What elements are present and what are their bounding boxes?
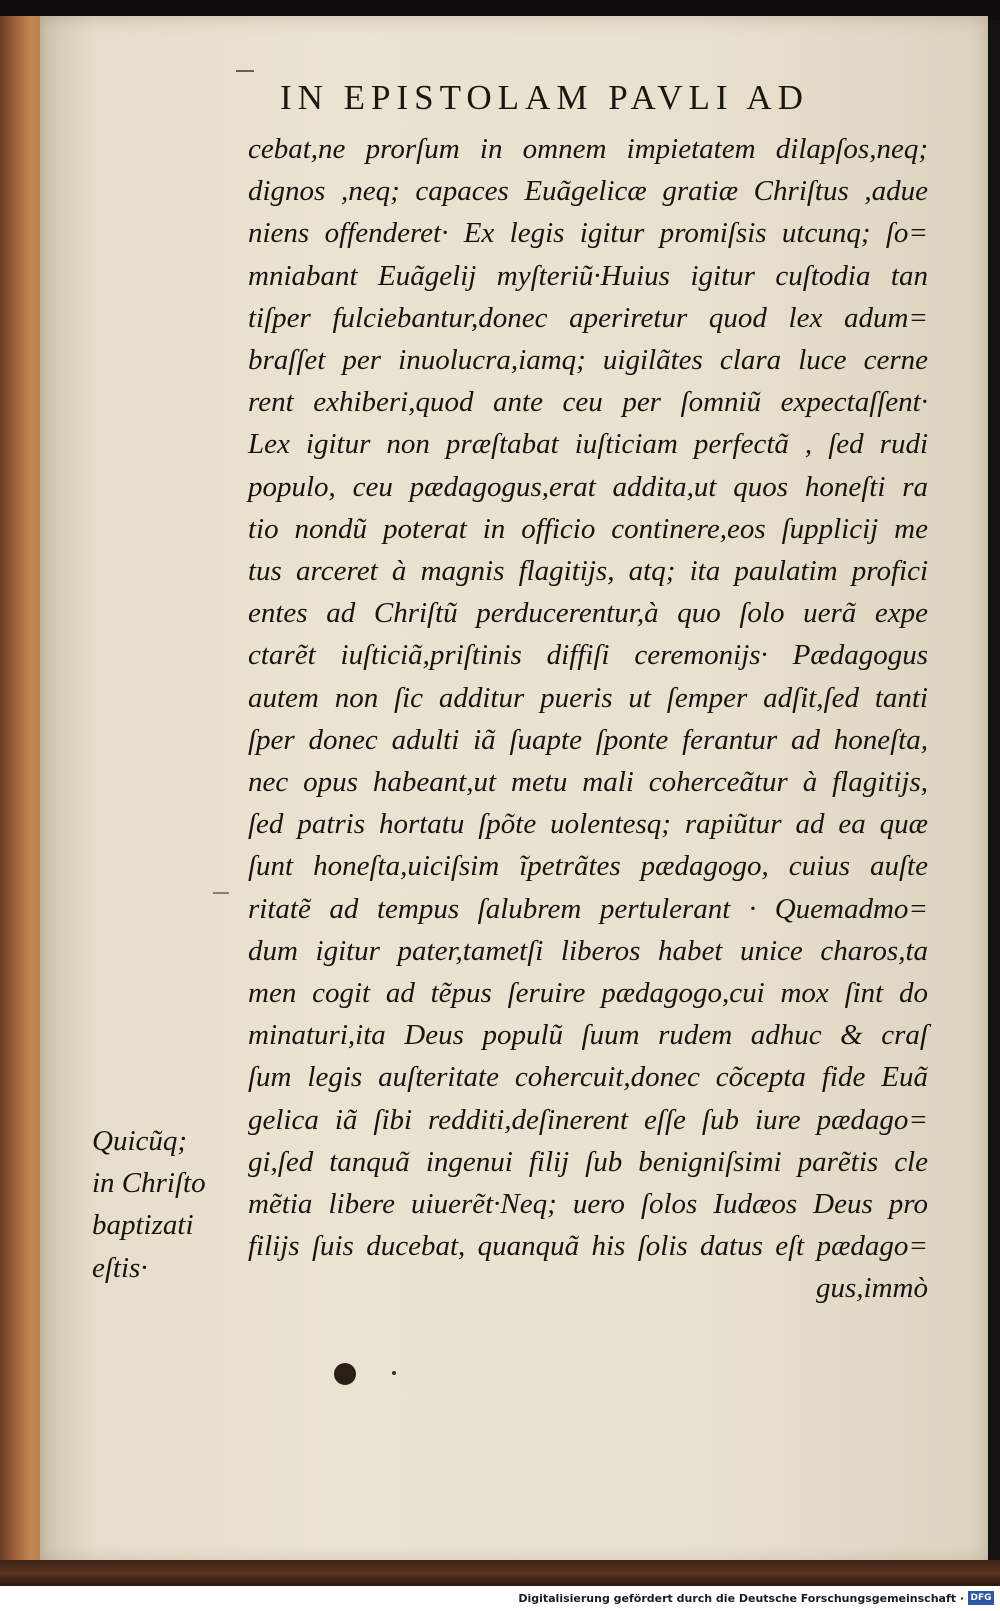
text-line: ſper donec adulti iã ſuapte ſponte ferantur ad honeſta, xyxy=(248,723,928,756)
text-line: nec opus habeant,ut metu mali coherceãtur à flagitijs, xyxy=(248,766,928,799)
text-line: filijs ſuis ducebat, quanquã his ſolis datus eſt pædago= xyxy=(248,1230,928,1263)
marginal-note-line: baptizati xyxy=(92,1209,194,1242)
text-line: ſum legis auſteritate cohercuit,donec cõcepta fide Euã xyxy=(248,1061,928,1094)
book-bottom-edge xyxy=(0,1560,1000,1586)
text-line: dum igitur pater,tametſi liberos habet unice charos,ta xyxy=(248,934,928,967)
text-line: ctarẽt iuſticiã,priſtinis diffiſi ceremonijs· Pædagogus xyxy=(248,639,928,672)
text-line: ſunt honeſta,uiciſsim ĩpetrãtes pædagogo, cuius auſte xyxy=(248,850,928,883)
dfg-logo-icon: DFG xyxy=(968,1591,994,1605)
text-line: ritatẽ ad tempus ſalubrem pertulerant · Quemadmo= xyxy=(248,892,928,925)
text-line: braſſet per inuolucra,iamq; uigilãtes clara luce cerne xyxy=(248,344,928,377)
text-line: gi,ſed tanquã ingenui filij ſub benigniſsimi parẽtis cle xyxy=(248,1145,928,1178)
printer-mark xyxy=(236,70,254,72)
text-line: minaturi,ita Deus populũ ſuum rudem adhuc & craſ xyxy=(248,1019,928,1052)
text-line: tiſper fulciebantur,donec aperiretur quod lex adum= xyxy=(248,301,928,334)
text-line: dignos ,neq; capaces Euãgelicæ gratiæ Chriſtus ,adue xyxy=(248,175,928,208)
running-head: IN EPISTOLAM PAVLI AD xyxy=(280,78,809,117)
text-line: autem non ſic additur pueris ut ſemper adſit,ſed tanti xyxy=(248,681,928,714)
funding-credit: Digitalisierung gefördert durch die Deutsche Forschungsgemeinschaft · xyxy=(518,1592,964,1605)
catchword-line: gus,immò xyxy=(816,1272,928,1305)
printer-mark xyxy=(213,892,229,894)
marginal-note xyxy=(92,1120,206,1289)
text-line: niens offenderet· Ex legis igitur promiſsis utcunq; ſo= xyxy=(248,217,928,250)
marginal-note-line: Quicũq; xyxy=(92,1125,188,1157)
marginal-note-line: eſtis· xyxy=(92,1251,148,1284)
text-line: tio nondũ poterat in officio continere,eos ſupplicij me xyxy=(248,512,928,545)
marginal-note-line: in Chriſto xyxy=(92,1167,206,1200)
text-line: ſed patris hortatu ſpõte uolentesq; rapiũtur ad ea quæ xyxy=(248,808,928,841)
main-text-block xyxy=(248,128,928,1310)
text-line: cebat,ne prorſum in omnem impietatem dilapſos,neq; xyxy=(248,133,928,165)
ink-speck xyxy=(392,1371,396,1375)
ink-blot xyxy=(334,1363,356,1385)
text-line: Lex igitur non præſtabat iuſticiam perfectã , ſed rudi xyxy=(248,428,928,461)
digitization-footer xyxy=(0,1586,1000,1611)
book-binding-edge xyxy=(0,16,44,1576)
text-line: mniabant Euãgelij myſteriũ·Huius igitur cuſtodia tan xyxy=(248,259,928,292)
text-line: populo, ceu pædagogus,erat addita,ut quos honeſti ra xyxy=(248,470,928,503)
text-line: entes ad Chriſtũ perducerentur,à quo ſolo uerã expe xyxy=(248,597,928,630)
text-line: gelica iã ſibi redditi,deſinerent eſſe ſub iure pædago= xyxy=(248,1103,928,1136)
text-line: rent exhiberi,quod ante ceu per ſomniũ expectaſſent· xyxy=(248,386,928,419)
text-line: tus arceret à magnis flagitijs, atq; ita paulatim profici xyxy=(248,555,928,588)
text-line: mẽtia libere uiuerẽt·Neq; uero ſolos Iudæos Deus pro xyxy=(248,1188,928,1221)
text-line: men cogit ad tẽpus ſeruire pædagogo,cui mox ſint do xyxy=(248,977,928,1010)
